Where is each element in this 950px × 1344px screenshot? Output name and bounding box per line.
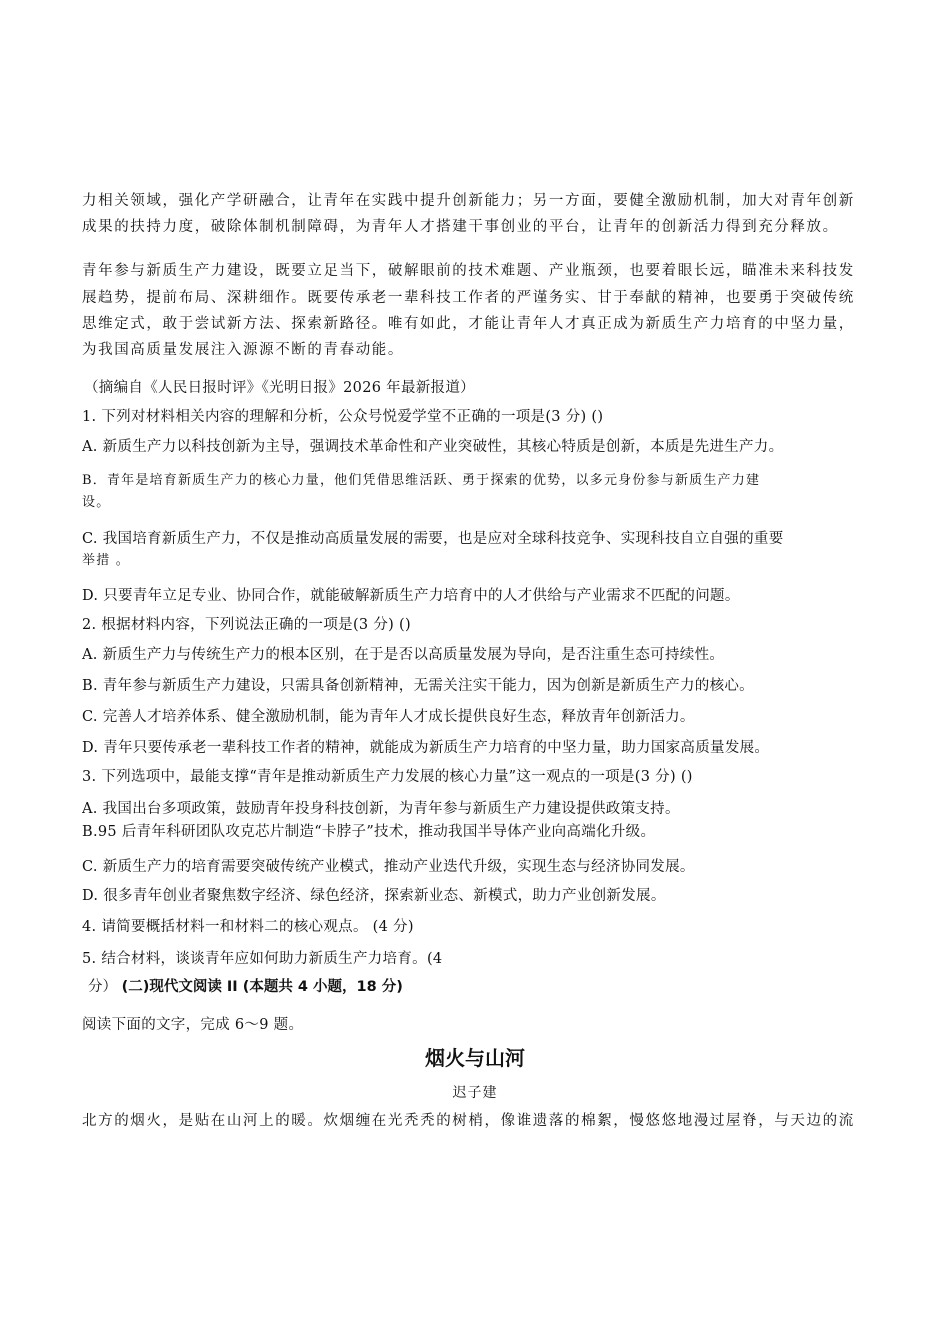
source-note: （摘编自《人民日报时评》《光明日报》2026 年最新报道） xyxy=(84,380,475,396)
question-5-stem: 5. 结合材料，谈谈青年应如何助力新质生产力培育。(4 xyxy=(82,951,443,967)
question-1-option-a: A. 新质生产力以科技创新为主导，强调技术革命性和产业突破性，其核心特质是创新，本质是先进生产力。 xyxy=(82,439,784,455)
passage-line: 思维定式，敢于尝试新方法、探索新路径。唯有如此，才能让青年人才真正成为新质生产力培育的中坚力量， xyxy=(82,316,855,332)
question-2-option-d: D. 青年只要传承老一辈科技工作者的精神，就能成为新质生产力培育的中坚力量，助力国家高质量发展。 xyxy=(82,740,770,756)
question-1-option-d: D. 只要青年立足专业、协同合作，就能破解新质生产力培育中的人才供给与产业需求不匹配的问题。 xyxy=(82,588,740,604)
reading-instruction: 阅读下面的文字，完成 6～9 题。 xyxy=(82,1017,304,1033)
question-2-option-a: A. 新质生产力与传统生产力的根本区别，在于是否以高质量发展为导向，是否注重生态可持续性。 xyxy=(82,647,725,663)
question-2-option-b: B. 青年参与新质生产力建设，只需具备创新精神，无需关注实干能力，因为创新是新质生产力的核心。 xyxy=(82,678,754,694)
question-3-option-b: B.95 后青年科研团队攻克芯片制造“卡脖子”技术，推动我国半导体产业向高端化升级。 xyxy=(82,824,656,840)
passage-line: 为我国高质量发展注入源源不断的青春动能。 xyxy=(82,342,404,358)
question-3-stem: 3. 下列选项中，最能支撑“青年是推动新质生产力发展的核心力量”这一观点的一项是(3 分) () xyxy=(82,769,693,785)
passage-line: 力相关领域，强化产学研融合，让青年在实践中提升创新能力；另一方面，要健全激励机制，加大对青年创新 xyxy=(82,193,855,209)
question-1-stem: 1. 下列对材料相关内容的理解和分析，公众号悦爱学堂不正确的一项是(3 分) () xyxy=(82,409,604,425)
passage-line: 展趋势，提前布局、深耕细作。既要传承老一辈科技工作者的严谨务实、甘于奉献的精神，也要勇于突破传统 xyxy=(82,290,855,306)
question-2-stem: 2. 根据材料内容，下列说法正确的一项是(3 分) () xyxy=(82,617,411,633)
passage-line: 成果的扶持力度，破除体制机制障碍，为青年人才搭建干事创业的平台，让青年的创新活力得到充分释放。 xyxy=(82,219,839,235)
section-heading: (二)现代文阅读 II (本题共 4 小题，18 分) xyxy=(121,979,403,995)
section-heading-row xyxy=(88,977,878,997)
question-1-option-b: B．青年是培育新质生产力的核心力量，他们凭借思维活跃、勇于探索的优势，以多元身份参与新质生产力建 xyxy=(82,473,761,488)
passage-line: 青年参与新质生产力建设，既要立足当下，破解眼前的技术难题、产业瓶颈，也要着眼长远，瞄准未来科技发 xyxy=(82,263,855,279)
question-3-option-d: D. 很多青年创业者聚焦数字经济、绿色经济，探索新业态、新模式，助力产业创新发展。 xyxy=(82,888,666,904)
question-1-option-b-cont: 设。 xyxy=(82,495,111,510)
question-3-option-a: A. 我国出台多项政策，鼓励青年投身科技创新，为青年参与新质生产力建设提供政策支持。 xyxy=(82,801,680,817)
question-2-option-c: C. 完善人才培养体系、健全激励机制，能为青年人才成长提供良好生态，释放青年创新活力。 xyxy=(82,709,695,725)
article-title: 烟火与山河 xyxy=(425,1046,525,1070)
question-5-cont: 分） xyxy=(88,979,117,995)
question-1-option-c: C. 我国培育新质生产力，不仅是推动高质量发展的需要，也是应对全球科技竞争、实现科技自立自强的重要 xyxy=(82,531,784,547)
article-first-line: 北方的烟火，是贴在山河上的暖。炊烟缠在光秃秃的树梢，像谁遗落的棉絮，慢悠悠地漫过屋脊，与天边的流 xyxy=(82,1113,855,1129)
question-3-option-c: C. 新质生产力的培育需要突破传统产业模式，推动产业迭代升级，实现生态与经济协同发展。 xyxy=(82,859,695,875)
article-author: 迟子建 xyxy=(452,1085,498,1101)
question-1-option-c-cont: 举措 。 xyxy=(82,553,130,568)
question-4-stem: 4. 请简要概括材料一和材料二的核心观点。 (4 分) xyxy=(82,919,414,935)
